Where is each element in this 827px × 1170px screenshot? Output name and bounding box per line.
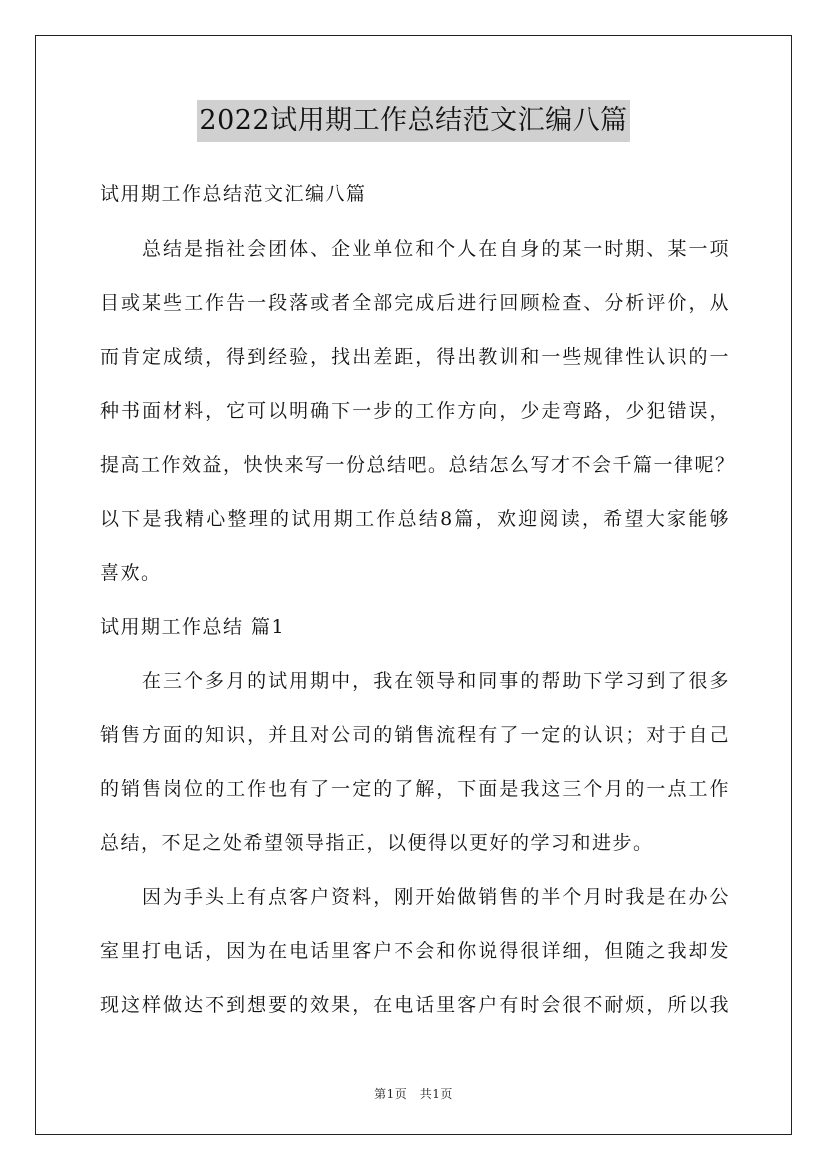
paragraph-line: 在三个多月的试用期中，我在领导和同事的帮助下学习到了很多 xyxy=(142,670,730,692)
intro-line: 喜欢。 xyxy=(100,562,162,584)
intro-line: 目或某些工作告一段落或者全部完成后进行回顾检查、分析评价，从 xyxy=(100,292,730,314)
intro-line: 而肯定成绩，得到经验，找出差距，得出教训和一些规律性认识的一 xyxy=(100,346,730,368)
intro-line: 种书面材料，它可以明确下一步的工作方向，少走弯路，少犯错误， xyxy=(100,400,730,422)
intro-line: 总结是指社会团体、企业单位和个人在自身的某一时期、某一项 xyxy=(142,238,730,260)
paragraph-line: 的销售岗位的工作也有了一定的了解，下面是我这三个月的一点工作 xyxy=(100,778,730,800)
subtitle: 试用期工作总结范文汇编八篇 xyxy=(100,183,367,205)
page-footer: 第1页 共1页 xyxy=(374,1087,453,1101)
paragraph-line: 因为手头上有点客户资料，刚开始做销售的半个月时我是在办公 xyxy=(142,886,730,908)
paragraph-line: 总结，不足之处希望领导指正，以便得以更好的学习和进步。 xyxy=(100,832,654,854)
document-title: 2022试用期工作总结范文汇编八篇 xyxy=(197,100,629,142)
section-heading: 试用期工作总结 篇1 xyxy=(100,616,286,638)
paragraph-line: 销售方面的知识，并且对公司的销售流程有了一定的认识；对于自己 xyxy=(100,724,730,746)
title-container xyxy=(0,100,827,142)
paragraph-line: 室里打电话，因为在电话里客户不会和你说得很详细，但随之我却发 xyxy=(100,940,730,962)
paragraph-line: 现这样做达不到想要的效果，在电话里客户有时会很不耐烦，所以我 xyxy=(100,994,730,1016)
intro-line: 提高工作效益，快快来写一份总结吧。总结怎么写才不会千篇一律呢？ xyxy=(100,454,736,476)
intro-line: 以下是我精心整理的试用期工作总结8篇，欢迎阅读，希望大家能够 xyxy=(100,508,730,530)
